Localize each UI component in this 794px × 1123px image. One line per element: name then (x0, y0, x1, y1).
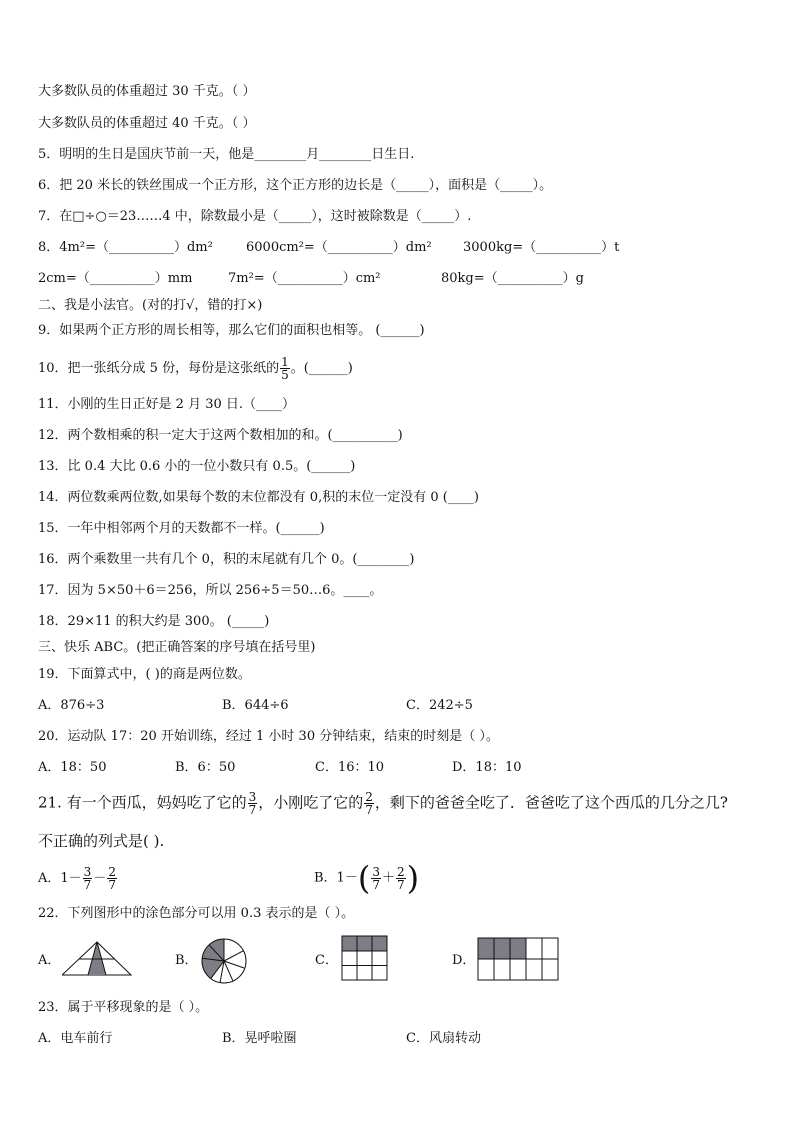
question-16: 16．两个乘数里一共有几个 0，积的末尾就有几个 0。(________) (38, 552, 415, 567)
question-12: 12．两个数相乘的积一定大于这两个数相加的和。(__________) (38, 428, 403, 443)
grid-shaded-row (342, 936, 387, 951)
fraction-one-fifth (280, 356, 290, 381)
pie-circle-figure (200, 937, 248, 985)
question-22-option-c-label: C． (315, 953, 338, 968)
question-19-option-b: B．644÷6 (222, 698, 289, 713)
question-9: 9．如果两个正方形的周长相等，那么它们的面积也相等。 (______) (38, 323, 425, 338)
numerator: 3 (248, 790, 257, 804)
question-20-option-b: B．6：50 (175, 760, 236, 775)
right-paren: ) (406, 859, 420, 897)
question-5: 5．明明的生日是国庆节前一天，他是________月________日生日. (38, 147, 415, 162)
question-21-part-2: ，小刚吃了它的 (258, 793, 364, 812)
minus-sign: － (93, 871, 107, 886)
fraction-two-sevenths (396, 866, 406, 891)
question-23-option-b: B．晃呼啦圈 (222, 1031, 297, 1046)
question-22-option-a-label: A． (38, 953, 61, 968)
question-17: 17．因为 5×50＋6＝256，所以 256÷5＝50…6。____。 (38, 583, 383, 598)
question-22: 22．下列图形中的涂色部分可以用 0.3 表示的是（ ）。 (38, 906, 355, 921)
question-23-option-c: C．风扇转动 (406, 1031, 481, 1046)
question-10-text: 10．把一张纸分成 5 份，每份是这张纸的 (38, 361, 280, 376)
question-20-option-d: D．18：10 (452, 760, 522, 775)
numerator: 2 (365, 790, 373, 804)
question-11: 11．小刚的生日正好是 2 月 30 日.（____） (38, 397, 296, 412)
question-8-f: 80kg=（__________）g (441, 271, 584, 286)
question-20-option-a: A．18：50 (38, 760, 107, 775)
question-21-part-1: 21. 有一个西瓜，妈妈吃了它的 (38, 793, 247, 812)
question-8-a: 8．4m²=（__________）dm² (38, 240, 213, 255)
question-14: 14．两位数乘两位数,如果每个数的末位都没有 0,积的末位一定没有 0 (____) (38, 490, 479, 505)
question-8-d: 2cm=（__________）mm (38, 271, 193, 286)
numerator: 2 (396, 864, 405, 879)
question-7: 7．在□÷○＝23……4 中，除数最小是（_____），这时被除数是（_____）. (38, 209, 472, 224)
question-6: 6．把 20 米长的铁丝围成一个正方形，这个正方形的边长是（_____），面积是（_____）。 (38, 178, 553, 193)
question-10 (38, 356, 353, 381)
question-20-option-c: C．16：10 (315, 760, 385, 775)
denominator: 5 (281, 368, 289, 382)
option-label: A．1－ (38, 871, 82, 886)
numerator: 1 (281, 355, 289, 369)
question-19: 19．下面算式中，( )的商是两位数。 (38, 667, 251, 682)
section-2-heading: 二、我是小法官。(对的打√，错的打×) (38, 298, 263, 313)
option-label: B．1－ (314, 870, 358, 886)
plus-sign: ＋ (381, 870, 395, 886)
grid-shaded-cells (478, 938, 526, 959)
fraction-three-sevenths (371, 866, 381, 891)
question-19-option-c: C．242÷5 (406, 698, 473, 713)
question-19-option-a: A．876÷3 (38, 698, 105, 713)
fraction-two-sevenths (107, 866, 117, 891)
question-23: 23．属于平移现象的是（ ）。 (38, 1000, 209, 1015)
question-21-part-3: ，剩下的爸爸全吃了．爸爸吃了这个西瓜的几分之几? (374, 793, 728, 812)
numerator: 3 (372, 864, 380, 879)
question-21-option-b (314, 859, 420, 897)
question-15: 15．一年中相邻两个月的天数都不一样。(______) (38, 521, 325, 536)
grid-3x3-figure (341, 935, 389, 982)
numerator: 3 (83, 865, 92, 879)
left-paren: ( (357, 859, 371, 897)
question-21-option-a (38, 866, 118, 891)
denominator: 7 (396, 877, 405, 892)
question-22-option-d-label: D． (452, 953, 476, 968)
denominator: 7 (108, 878, 116, 892)
fraction-two-sevenths (364, 791, 374, 816)
question-10-blank: 。(______) (290, 361, 353, 376)
fraction-three-sevenths (83, 866, 93, 891)
question-8-c: 3000kg=（__________）t (463, 240, 620, 255)
question-8-e: 7m²=（__________）cm² (228, 271, 381, 286)
question-23-option-a: A．电车前行 (38, 1031, 113, 1046)
section-3-heading: 三、快乐 ABC。(把正确答案的序号填在括号里) (38, 640, 316, 655)
question-21-prompt: 不正确的列式是( ). (38, 832, 165, 850)
question-18: 18．29×11 的积大约是 300。 (_____) (38, 614, 270, 629)
denominator: 7 (83, 878, 92, 892)
denominator: 7 (365, 803, 373, 817)
numerator: 2 (108, 865, 116, 879)
question-21 (38, 791, 728, 816)
triangle-figure (62, 941, 132, 977)
question-13: 13．比 0.4 大比 0.6 小的一位小数只有 0.5。(______) (38, 459, 356, 474)
statement-40kg: 大多数队员的体重超过 40 千克。（ ） (38, 116, 256, 131)
statement-30kg: 大多数队员的体重超过 30 千克。（ ） (38, 84, 256, 99)
denominator: 7 (248, 803, 257, 817)
fraction-three-sevenths (248, 791, 258, 816)
question-8-b: 6000cm²=（__________）dm² (246, 240, 432, 255)
grid-5x2-figure (477, 937, 561, 982)
denominator: 7 (372, 877, 380, 892)
question-20: 20．运动队 17：20 开始训练，经过 1 小时 30 分钟结束，结束的时刻是（ ）。 (38, 729, 499, 744)
question-22-option-b-label: B． (175, 953, 198, 968)
